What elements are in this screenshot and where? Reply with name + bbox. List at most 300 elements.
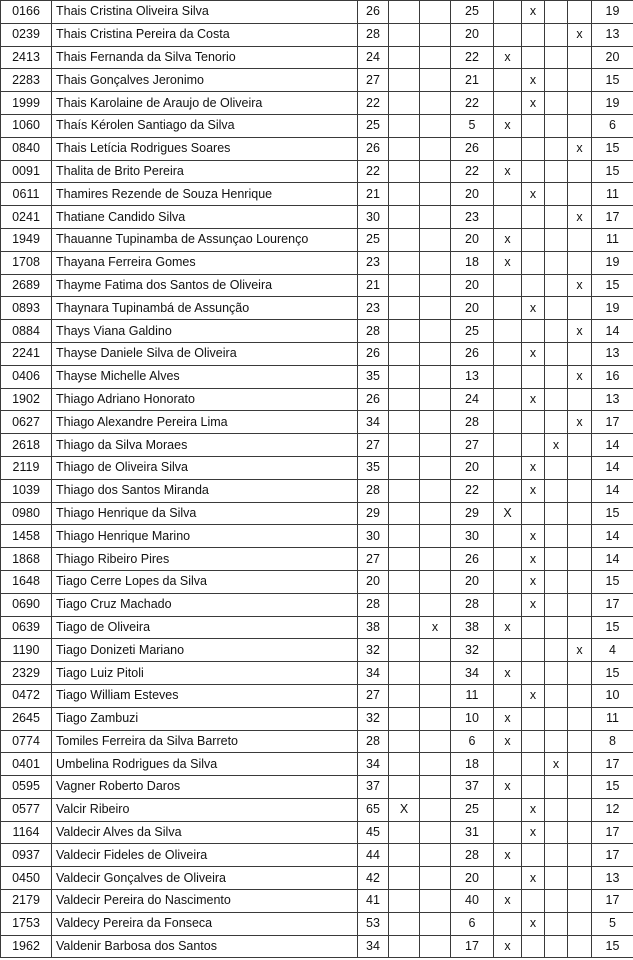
cell-mark-4: x xyxy=(522,798,545,821)
cell-total: 14 xyxy=(592,479,633,502)
cell-score: 25 xyxy=(451,798,494,821)
cell-score: 25 xyxy=(451,320,494,343)
cell-id: 0884 xyxy=(1,320,52,343)
cell-mark-6 xyxy=(568,434,592,457)
cell-total: 19 xyxy=(592,251,633,274)
cell-mark-5 xyxy=(545,160,568,183)
cell-mark-1 xyxy=(389,776,420,799)
cell-mark-5 xyxy=(545,593,568,616)
cell-name: Valdecy Pereira da Fonseca xyxy=(52,912,358,935)
cell-age: 23 xyxy=(358,297,389,320)
cell-total: 15 xyxy=(592,662,633,685)
cell-mark-5 xyxy=(545,548,568,571)
cell-mark-5 xyxy=(545,821,568,844)
cell-mark-3: x xyxy=(494,662,522,685)
cell-mark-1 xyxy=(389,274,420,297)
cell-name: Tiago Donizeti Mariano xyxy=(52,639,358,662)
cell-mark-1 xyxy=(389,137,420,160)
cell-total: 10 xyxy=(592,684,633,707)
cell-mark-4 xyxy=(522,23,545,46)
cell-mark-2 xyxy=(420,388,451,411)
cell-total: 17 xyxy=(592,753,633,776)
table-row xyxy=(1,479,633,502)
cell-mark-3 xyxy=(494,912,522,935)
cell-mark-4: x xyxy=(522,342,545,365)
cell-mark-2 xyxy=(420,798,451,821)
cell-mark-2 xyxy=(420,251,451,274)
cell-age: 34 xyxy=(358,662,389,685)
cell-name: Valdecir Alves da Silva xyxy=(52,821,358,844)
cell-mark-4: x xyxy=(522,867,545,890)
cell-name: Thais Cristina Pereira da Costa xyxy=(52,23,358,46)
cell-id: 2645 xyxy=(1,707,52,730)
cell-mark-6 xyxy=(568,662,592,685)
cell-mark-1 xyxy=(389,114,420,137)
cell-total: 15 xyxy=(592,137,633,160)
cell-total: 14 xyxy=(592,548,633,571)
cell-id: 2413 xyxy=(1,46,52,69)
table-row xyxy=(1,456,633,479)
cell-total: 6 xyxy=(592,114,633,137)
table-row xyxy=(1,274,633,297)
cell-age: 44 xyxy=(358,844,389,867)
cell-mark-6: x xyxy=(568,411,592,434)
cell-score: 20 xyxy=(451,23,494,46)
cell-mark-2 xyxy=(420,525,451,548)
cell-age: 53 xyxy=(358,912,389,935)
cell-mark-5 xyxy=(545,206,568,229)
cell-name: Thiago Ribeiro Pires xyxy=(52,548,358,571)
cell-mark-2 xyxy=(420,297,451,320)
cell-mark-1 xyxy=(389,228,420,251)
cell-name: Thais Letícia Rodrigues Soares xyxy=(52,137,358,160)
cell-mark-5 xyxy=(545,912,568,935)
cell-mark-5 xyxy=(545,251,568,274)
cell-total: 15 xyxy=(592,274,633,297)
cell-mark-4: x xyxy=(522,1,545,24)
cell-total: 17 xyxy=(592,411,633,434)
cell-mark-1 xyxy=(389,639,420,662)
table-row xyxy=(1,753,633,776)
cell-mark-2 xyxy=(420,365,451,388)
cell-mark-4 xyxy=(522,160,545,183)
cell-id: 0690 xyxy=(1,593,52,616)
cell-mark-3 xyxy=(494,92,522,115)
table-row xyxy=(1,821,633,844)
cell-mark-5 xyxy=(545,639,568,662)
cell-mark-4: x xyxy=(522,297,545,320)
cell-mark-1 xyxy=(389,46,420,69)
cell-score: 6 xyxy=(451,912,494,935)
cell-id: 0577 xyxy=(1,798,52,821)
cell-mark-2 xyxy=(420,730,451,753)
cell-name: Thais Fernanda da Silva Tenorio xyxy=(52,46,358,69)
cell-mark-6 xyxy=(568,46,592,69)
table-row xyxy=(1,228,633,251)
cell-age: 24 xyxy=(358,46,389,69)
cell-total: 15 xyxy=(592,776,633,799)
cell-mark-3 xyxy=(494,593,522,616)
cell-age: 27 xyxy=(358,548,389,571)
cell-age: 20 xyxy=(358,570,389,593)
cell-name: Thiago da Silva Moraes xyxy=(52,434,358,457)
cell-mark-5 xyxy=(545,890,568,913)
cell-id: 1962 xyxy=(1,935,52,958)
cell-mark-3 xyxy=(494,411,522,434)
table-row xyxy=(1,502,633,525)
cell-mark-3: x xyxy=(494,251,522,274)
table-row xyxy=(1,890,633,913)
cell-mark-4 xyxy=(522,137,545,160)
cell-mark-4 xyxy=(522,890,545,913)
cell-mark-1 xyxy=(389,525,420,548)
table-row xyxy=(1,183,633,206)
cell-age: 35 xyxy=(358,456,389,479)
cell-mark-4 xyxy=(522,753,545,776)
cell-mark-3: x xyxy=(494,935,522,958)
cell-mark-4: x xyxy=(522,92,545,115)
cell-mark-2 xyxy=(420,434,451,457)
cell-id: 0840 xyxy=(1,137,52,160)
cell-mark-5 xyxy=(545,479,568,502)
cell-mark-5: x xyxy=(545,434,568,457)
cell-score: 23 xyxy=(451,206,494,229)
cell-total: 14 xyxy=(592,525,633,548)
cell-mark-6 xyxy=(568,479,592,502)
cell-mark-6 xyxy=(568,821,592,844)
cell-id: 0980 xyxy=(1,502,52,525)
cell-total: 4 xyxy=(592,639,633,662)
cell-mark-6 xyxy=(568,525,592,548)
table-row xyxy=(1,798,633,821)
cell-total: 20 xyxy=(592,46,633,69)
cell-mark-5 xyxy=(545,274,568,297)
cell-mark-1 xyxy=(389,23,420,46)
cell-score: 31 xyxy=(451,821,494,844)
table-row xyxy=(1,365,633,388)
cell-mark-5 xyxy=(545,388,568,411)
cell-mark-3: x xyxy=(494,730,522,753)
table-row xyxy=(1,548,633,571)
cell-mark-6 xyxy=(568,92,592,115)
cell-score: 17 xyxy=(451,935,494,958)
cell-mark-1 xyxy=(389,92,420,115)
cell-mark-3: x xyxy=(494,114,522,137)
cell-age: 23 xyxy=(358,251,389,274)
cell-id: 0239 xyxy=(1,23,52,46)
cell-mark-6 xyxy=(568,707,592,730)
cell-mark-2 xyxy=(420,479,451,502)
cell-mark-3 xyxy=(494,297,522,320)
cell-total: 16 xyxy=(592,365,633,388)
cell-mark-6 xyxy=(568,912,592,935)
cell-mark-2 xyxy=(420,639,451,662)
cell-mark-6: x xyxy=(568,365,592,388)
cell-name: Thayana Ferreira Gomes xyxy=(52,251,358,274)
table-row xyxy=(1,707,633,730)
cell-mark-6: x xyxy=(568,274,592,297)
cell-name: Thiago de Oliveira Silva xyxy=(52,456,358,479)
cell-mark-1 xyxy=(389,570,420,593)
cell-mark-6 xyxy=(568,160,592,183)
cell-mark-2 xyxy=(420,593,451,616)
cell-score: 20 xyxy=(451,867,494,890)
cell-mark-5 xyxy=(545,137,568,160)
cell-mark-1 xyxy=(389,502,420,525)
cell-id: 0401 xyxy=(1,753,52,776)
cell-mark-5 xyxy=(545,776,568,799)
cell-total: 17 xyxy=(592,206,633,229)
cell-total: 19 xyxy=(592,92,633,115)
table-row xyxy=(1,206,633,229)
cell-age: 34 xyxy=(358,935,389,958)
cell-mark-3: x xyxy=(494,160,522,183)
cell-score: 28 xyxy=(451,593,494,616)
cell-name: Tiago de Oliveira xyxy=(52,616,358,639)
table-row xyxy=(1,297,633,320)
cell-mark-2 xyxy=(420,912,451,935)
cell-name: Thays Viana Galdino xyxy=(52,320,358,343)
cell-mark-4 xyxy=(522,228,545,251)
cell-mark-1 xyxy=(389,593,420,616)
cell-score: 11 xyxy=(451,684,494,707)
cell-mark-3: x xyxy=(494,890,522,913)
cell-score: 24 xyxy=(451,388,494,411)
cell-mark-1: X xyxy=(389,798,420,821)
cell-score: 18 xyxy=(451,753,494,776)
cell-mark-1 xyxy=(389,912,420,935)
cell-mark-5 xyxy=(545,297,568,320)
cell-mark-1 xyxy=(389,388,420,411)
cell-score: 28 xyxy=(451,844,494,867)
cell-mark-3 xyxy=(494,434,522,457)
cell-mark-1 xyxy=(389,935,420,958)
cell-mark-5 xyxy=(545,844,568,867)
cell-total: 15 xyxy=(592,69,633,92)
cell-mark-4 xyxy=(522,730,545,753)
cell-mark-4 xyxy=(522,616,545,639)
cell-mark-5 xyxy=(545,228,568,251)
cell-name: Thiago dos Santos Miranda xyxy=(52,479,358,502)
cell-name: Thatiane Candido Silva xyxy=(52,206,358,229)
cell-mark-3 xyxy=(494,867,522,890)
cell-total: 14 xyxy=(592,320,633,343)
cell-score: 30 xyxy=(451,525,494,548)
cell-mark-1 xyxy=(389,890,420,913)
cell-mark-5 xyxy=(545,92,568,115)
cell-mark-6: x xyxy=(568,639,592,662)
cell-id: 2689 xyxy=(1,274,52,297)
cell-score: 26 xyxy=(451,137,494,160)
cell-score: 38 xyxy=(451,616,494,639)
cell-mark-1 xyxy=(389,1,420,24)
cell-total: 19 xyxy=(592,297,633,320)
cell-mark-6 xyxy=(568,935,592,958)
cell-mark-1 xyxy=(389,206,420,229)
cell-score: 22 xyxy=(451,160,494,183)
cell-mark-4: x xyxy=(522,821,545,844)
cell-mark-2 xyxy=(420,935,451,958)
cell-total: 13 xyxy=(592,23,633,46)
cell-id: 1458 xyxy=(1,525,52,548)
cell-id: 2241 xyxy=(1,342,52,365)
cell-age: 27 xyxy=(358,69,389,92)
cell-score: 6 xyxy=(451,730,494,753)
cell-mark-6 xyxy=(568,890,592,913)
cell-mark-4 xyxy=(522,662,545,685)
cell-mark-3 xyxy=(494,69,522,92)
cell-mark-4: x xyxy=(522,548,545,571)
cell-mark-6 xyxy=(568,297,592,320)
cell-mark-4: x xyxy=(522,456,545,479)
cell-name: Tiago Zambuzi xyxy=(52,707,358,730)
cell-mark-6 xyxy=(568,593,592,616)
table-row xyxy=(1,730,633,753)
cell-score: 25 xyxy=(451,1,494,24)
cell-score: 34 xyxy=(451,662,494,685)
table-row xyxy=(1,525,633,548)
cell-mark-4: x xyxy=(522,183,545,206)
cell-mark-6 xyxy=(568,616,592,639)
cell-mark-2 xyxy=(420,137,451,160)
cell-score: 20 xyxy=(451,456,494,479)
cell-name: Valcir Ribeiro xyxy=(52,798,358,821)
cell-age: 26 xyxy=(358,1,389,24)
cell-score: 20 xyxy=(451,297,494,320)
cell-name: Tiago Cruz Machado xyxy=(52,593,358,616)
cell-mark-5 xyxy=(545,662,568,685)
cell-total: 11 xyxy=(592,228,633,251)
cell-age: 30 xyxy=(358,525,389,548)
table-row xyxy=(1,69,633,92)
cell-mark-2 xyxy=(420,206,451,229)
cell-mark-4 xyxy=(522,114,545,137)
cell-mark-4: x xyxy=(522,912,545,935)
cell-id: 2119 xyxy=(1,456,52,479)
cell-total: 13 xyxy=(592,388,633,411)
cell-id: 1039 xyxy=(1,479,52,502)
cell-mark-3: x xyxy=(494,46,522,69)
cell-mark-4 xyxy=(522,935,545,958)
cell-name: Thaís Kérolen Santiago da Silva xyxy=(52,114,358,137)
cell-mark-4: x xyxy=(522,69,545,92)
cell-mark-1 xyxy=(389,479,420,502)
cell-mark-2 xyxy=(420,160,451,183)
cell-name: Thiago Adriano Honorato xyxy=(52,388,358,411)
table-row xyxy=(1,912,633,935)
cell-mark-3 xyxy=(494,183,522,206)
cell-score: 28 xyxy=(451,411,494,434)
cell-mark-6 xyxy=(568,342,592,365)
cell-mark-4 xyxy=(522,320,545,343)
cell-mark-6 xyxy=(568,684,592,707)
cell-total: 11 xyxy=(592,707,633,730)
cell-mark-5 xyxy=(545,411,568,434)
cell-id: 0627 xyxy=(1,411,52,434)
cell-name: Umbelina Rodrigues da Silva xyxy=(52,753,358,776)
cell-total: 5 xyxy=(592,912,633,935)
cell-mark-5 xyxy=(545,684,568,707)
cell-mark-5: x xyxy=(545,753,568,776)
cell-mark-5 xyxy=(545,320,568,343)
cell-score: 22 xyxy=(451,92,494,115)
cell-age: 26 xyxy=(358,388,389,411)
table-row xyxy=(1,570,633,593)
cell-mark-5 xyxy=(545,23,568,46)
cell-mark-2 xyxy=(420,753,451,776)
cell-age: 28 xyxy=(358,320,389,343)
cell-mark-2 xyxy=(420,92,451,115)
cell-id: 0893 xyxy=(1,297,52,320)
cell-mark-1 xyxy=(389,616,420,639)
cell-mark-6 xyxy=(568,183,592,206)
cell-name: Tomiles Ferreira da Silva Barreto xyxy=(52,730,358,753)
cell-mark-6 xyxy=(568,570,592,593)
cell-mark-3 xyxy=(494,342,522,365)
cell-id: 1164 xyxy=(1,821,52,844)
cell-mark-2 xyxy=(420,342,451,365)
cell-mark-4: x xyxy=(522,570,545,593)
cell-name: Thais Gonçalves Jeronimo xyxy=(52,69,358,92)
cell-mark-3 xyxy=(494,388,522,411)
cell-id: 1753 xyxy=(1,912,52,935)
cell-mark-1 xyxy=(389,730,420,753)
cell-mark-4 xyxy=(522,434,545,457)
cell-id: 1868 xyxy=(1,548,52,571)
cell-total: 17 xyxy=(592,844,633,867)
cell-total: 17 xyxy=(592,593,633,616)
cell-id: 0472 xyxy=(1,684,52,707)
cell-name: Thalita de Brito Pereira xyxy=(52,160,358,183)
cell-mark-3 xyxy=(494,206,522,229)
cell-mark-3 xyxy=(494,23,522,46)
cell-mark-6 xyxy=(568,69,592,92)
cell-age: 65 xyxy=(358,798,389,821)
cell-mark-5 xyxy=(545,69,568,92)
cell-mark-2: x xyxy=(420,616,451,639)
cell-total: 14 xyxy=(592,456,633,479)
cell-id: 0937 xyxy=(1,844,52,867)
cell-age: 32 xyxy=(358,639,389,662)
cell-mark-1 xyxy=(389,183,420,206)
cell-mark-3 xyxy=(494,821,522,844)
cell-mark-1 xyxy=(389,707,420,730)
cell-mark-5 xyxy=(545,1,568,24)
cell-mark-5 xyxy=(545,183,568,206)
table-row xyxy=(1,844,633,867)
cell-name: Thiago Alexandre Pereira Lima xyxy=(52,411,358,434)
cell-score: 37 xyxy=(451,776,494,799)
cell-age: 45 xyxy=(358,821,389,844)
cell-id: 1190 xyxy=(1,639,52,662)
cell-name: Thamires Rezende de Souza Henrique xyxy=(52,183,358,206)
cell-mark-1 xyxy=(389,684,420,707)
cell-mark-3 xyxy=(494,753,522,776)
cell-mark-6 xyxy=(568,1,592,24)
table-row xyxy=(1,1,633,24)
cell-id: 1708 xyxy=(1,251,52,274)
cell-mark-3 xyxy=(494,639,522,662)
cell-id: 1060 xyxy=(1,114,52,137)
cell-score: 26 xyxy=(451,342,494,365)
cell-mark-5 xyxy=(545,365,568,388)
cell-mark-6: x xyxy=(568,320,592,343)
cell-score: 22 xyxy=(451,479,494,502)
cell-mark-2 xyxy=(420,46,451,69)
cell-mark-6 xyxy=(568,502,592,525)
cell-name: Thiago Henrique Marino xyxy=(52,525,358,548)
cell-score: 22 xyxy=(451,46,494,69)
